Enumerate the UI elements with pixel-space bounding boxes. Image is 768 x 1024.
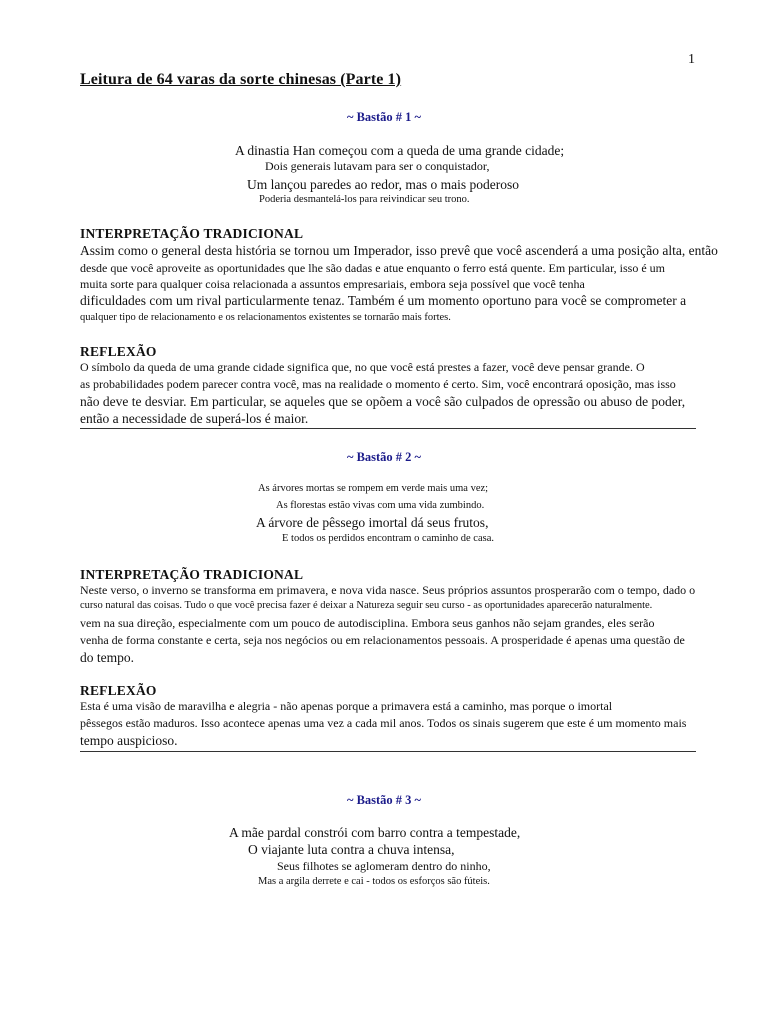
verse-line: As árvores mortas se rompem em verde mais uma vez; (258, 483, 489, 494)
paragraph-line: O símbolo da queda de uma grande cidade significa que, no que você está prestes a fazer, você deve pensar grande. O (80, 360, 645, 374)
paragraph-line: as probabilidades podem parecer contra você, mas na realidade o momento é certo. Sim, você encontrará oposição, mas isso (80, 377, 676, 391)
verse-line: Poderia desmantelá-los para reivindicar seu trono. (259, 194, 470, 205)
verse-line: As florestas estão vivas com uma vida zumbindo. (276, 500, 485, 511)
paragraph-line: Assim como o general desta história se tornou um Imperador, isso prevê que você ascenderá a uma posição alta, então (80, 243, 718, 258)
paragraph-line: não deve te desviar. Em particular, se aqueles que se opõem a você são culpados de opressão ou abuso de poder, (80, 394, 686, 409)
paragraph-line: venha de forma constante e certa, seja nos negócios ou em relacionamentos pessoais. A prosperidade é apenas uma questão de (80, 633, 685, 647)
paragraph-line: muita sorte para qualquer coisa relacionada a assuntos empresariais, embora seja possível que você tenha (80, 277, 585, 291)
paragraph-line: Esta é uma visão de maravilha e alegria - não apenas porque a primavera está a caminho, mas porque o imortal (80, 699, 613, 713)
verse-line: E todos os perdidos encontram o caminho de casa. (282, 533, 494, 544)
verse-line: O viajante luta contra a chuva intensa, (248, 842, 455, 857)
verse-line: A árvore de pêssego imortal dá seus frutos, (256, 515, 489, 530)
section-divider (80, 428, 696, 429)
page-number: 1 (688, 52, 695, 67)
paragraph-line: vem na sua direção, especialmente com um pouco de autodisciplina. Embora seus ganhos não sejam grandes, eles serão (80, 616, 655, 630)
paragraph-line: tempo auspicioso. (80, 733, 178, 748)
verse-line: Seus filhotes se aglomeram dentro do ninho, (277, 859, 491, 873)
stick-3-heading: ~ Bastão # 3 ~ (346, 793, 422, 807)
paragraph-line: desde que você aproveite as oportunidades que lhe são dadas e atue enquanto o ferro está quente. Em particular, isso é um (80, 261, 665, 275)
verse-line: A dinastia Han começou com a queda de uma grande cidade; (235, 143, 565, 158)
stick-2-heading: ~ Bastão # 2 ~ (346, 450, 422, 464)
verse-line: Mas a argila derrete e cai - todos os esforços são fúteis. (258, 876, 490, 887)
paragraph-line: pêssegos estão maduros. Isso acontece apenas uma vez a cada mil anos. Todos os sinais sugerem que este é um momento mais (80, 716, 687, 730)
stick-1-heading: ~ Bastão # 1 ~ (346, 110, 422, 124)
traditional-interpretation-heading: INTERPRETAÇÃO TRADICIONAL (80, 226, 304, 241)
section-divider (80, 751, 696, 752)
paragraph-line: qualquer tipo de relacionamento e os relacionamentos existentes se tornarão mais fortes. (80, 312, 451, 323)
reflection-heading: REFLEXÃO (80, 683, 157, 698)
document-title: Leitura de 64 varas da sorte chinesas (Parte 1) (80, 71, 402, 88)
traditional-interpretation-heading: INTERPRETAÇÃO TRADICIONAL (80, 567, 304, 582)
paragraph-line: Neste verso, o inverno se transforma em primavera, e nova vida nasce. Seus próprios assuntos prosperarão com o tempo, dado o (80, 583, 696, 597)
verse-line: A mãe pardal constrói com barro contra a tempestade, (229, 825, 521, 840)
paragraph-line: dificuldades com um rival particularmente tenaz. Também é um momento oportuno para você se comprometer a (80, 293, 687, 308)
paragraph-line: curso natural das coisas. Tudo o que você precisa fazer é deixar a Natureza seguir seu curso - as oportunidades aparecerão naturalmente. (80, 600, 653, 611)
verse-line: Um lançou paredes ao redor, mas o mais poderoso (247, 177, 520, 192)
reflection-heading: REFLEXÃO (80, 344, 157, 359)
paragraph-line: então a necessidade de superá-los é maior. (80, 411, 309, 426)
verse-line: Dois generais lutavam para ser o conquistador, (265, 159, 490, 173)
paragraph-line: do tempo. (80, 650, 134, 665)
